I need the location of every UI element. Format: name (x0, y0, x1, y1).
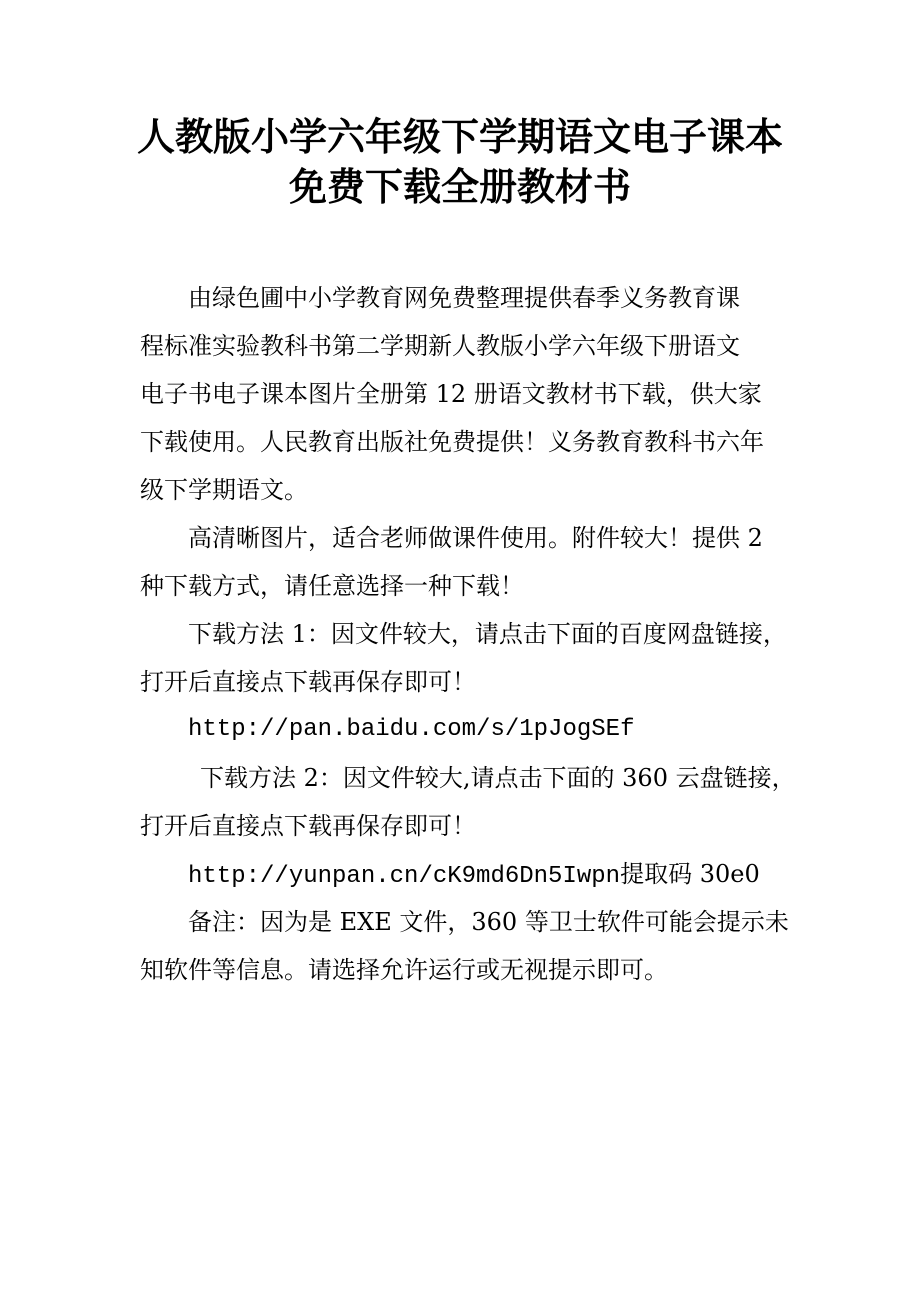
yunpan-link[interactable]: http://yunpan.cn/cK9md6Dn5Iwpn (188, 863, 621, 890)
yunpan-link-row (188, 859, 760, 892)
paragraph-3-line-2: 打开后直接点下载再保存即可！ (140, 668, 476, 696)
extract-code: 提取码 30e0 (620, 860, 760, 888)
paragraph-3-line-1: 下载方法 1：因文件较大，请点击下面的百度网盘链接， (188, 620, 787, 648)
paragraph-4-line-1: 下载方法 2：因文件较大,请点击下面的 360 云盘链接， (200, 764, 796, 792)
document-title-line-2: 免费下载全册教材书 (288, 164, 631, 209)
paragraph-4-line-2: 打开后直接点下载再保存即可！ (140, 812, 476, 840)
baidu-pan-link[interactable]: http://pan.baidu.com/s/1pJogSEf (188, 716, 635, 743)
paragraph-2-line-2: 种下载方式，请任意选择一种下载！ (140, 572, 524, 600)
paragraph-1-line-1: 由绿色圃中小学教育网免费整理提供春季义务教育课 (188, 284, 740, 312)
paragraph-1-line-4: 下载使用。人民教育出版社免费提供！义务教育教科书六年 (140, 428, 764, 456)
paragraph-1-line-5: 级下学期语文。 (140, 476, 308, 504)
paragraph-5-line-2: 知软件等信息。请选择允许运行或无视提示即可。 (140, 956, 668, 984)
document-title-line-1: 人教版小学六年级下学期语文电子课本 (136, 114, 783, 159)
paragraph-5-line-1: 备注：因为是 EXE 文件，360 等卫士软件可能会提示未 (188, 908, 789, 936)
paragraph-1-line-2: 程标准实验教科书第二学期新人教版小学六年级下册语文 (140, 332, 740, 360)
paragraph-2-line-1: 高清晰图片，适合老师做课件使用。附件较大！提供 2 (188, 524, 763, 552)
paragraph-1-line-3: 电子书电子课本图片全册第 12 册语文教材书下载，供大家 (140, 380, 762, 408)
